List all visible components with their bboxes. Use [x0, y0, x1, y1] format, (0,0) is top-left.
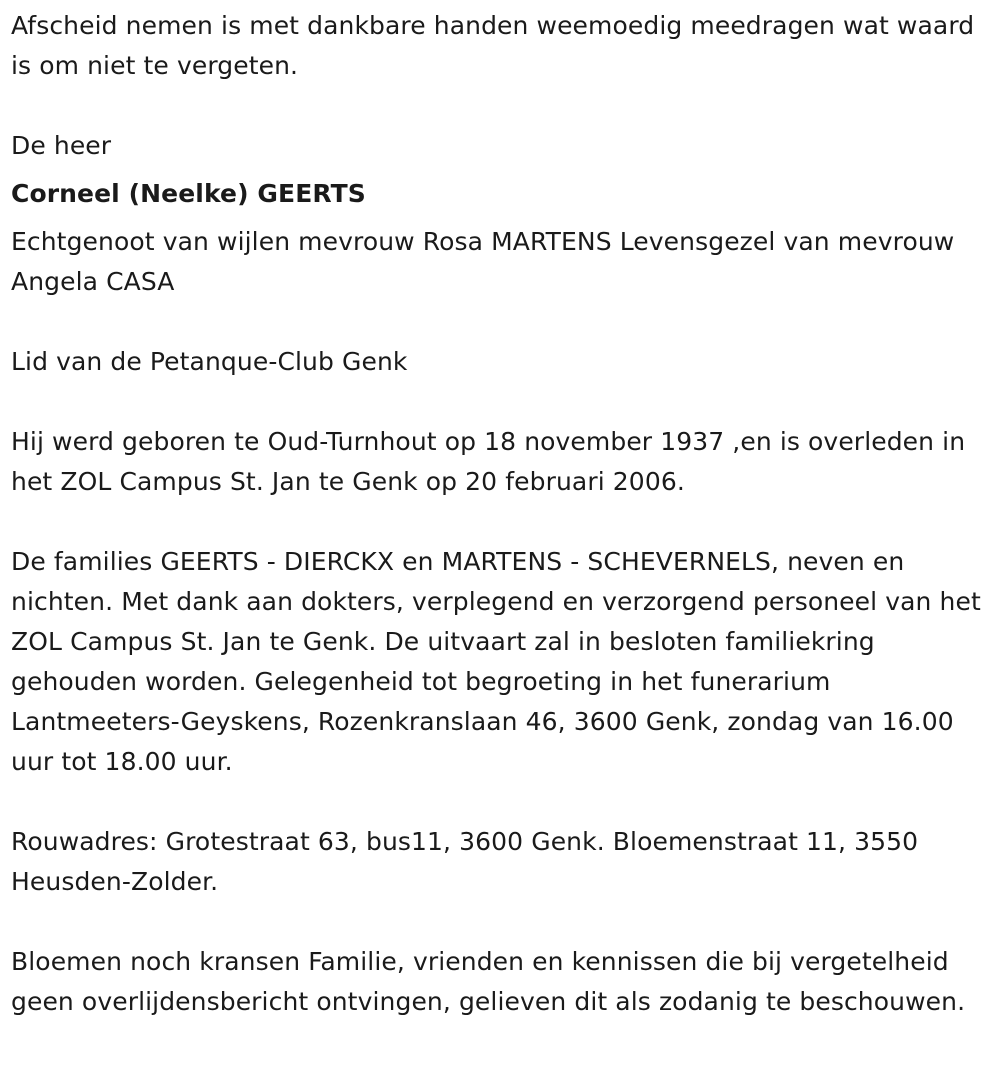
- families-text: De families GEERTS - DIERCKX en MARTENS - SCHEVERNELS, neven en nichten. Met dank aan dokters, verplegend en verzorgend personeel van het ZOL Campus St. Jan te Genk. De uitvaart zal in besloten familiekring gehouden worden. Gelegenheid tot begroeting in het funerarium Lantmeeters-Geyskens, Rozenkranslaan 46, 3600 Genk, zondag van 16.00 uur tot 18.00 uur.: [11, 547, 981, 776]
- intro-text: Afscheid nemen is met dankbare handen weemoedig meedragen wat waard is om niet te vergeten.: [11, 11, 975, 80]
- salutation: De heer: [11, 131, 112, 160]
- deceased-name: Corneel (Neelke) GEERTS: [11, 179, 366, 208]
- address-text: Rouwadres: Grotestraat 63, bus11, 3600 Genk. Bloemenstraat 11, 3550 Heusden-Zolder.: [11, 827, 919, 896]
- obituary-notice: [11, 0, 996, 1022]
- relation-text: Echtgenoot van wijlen mevrouw Rosa MARTENS Levensgezel van mevrouw Angela CASA: [11, 227, 955, 296]
- birth-death-text: Hij werd geboren te Oud-Turnhout op 18 november 1937 ,en is overleden in het ZOL Campus St. Jan te Genk op 20 februari 2006.: [11, 427, 966, 496]
- membership-text: Lid van de Petanque-Club Genk: [11, 347, 408, 376]
- closing-text: Bloemen noch kransen Familie, vrienden en kennissen die bij vergetelheid geen overlijdensbericht ontvingen, gelieven dit als zodanig te beschouwen.: [11, 947, 966, 1016]
